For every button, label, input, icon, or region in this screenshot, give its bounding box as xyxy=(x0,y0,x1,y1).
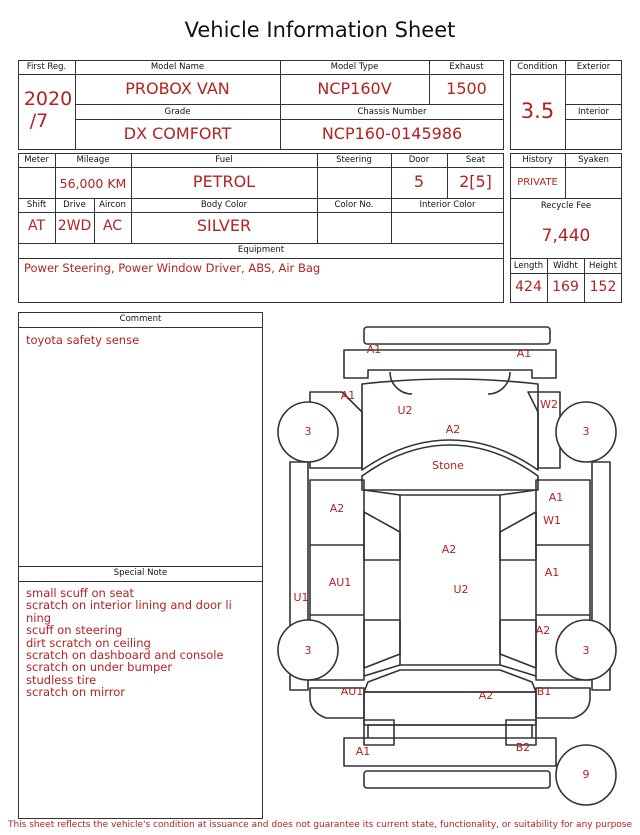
mark-front-bumper-left: A1 xyxy=(366,343,382,356)
special-note-line: studless tire xyxy=(26,672,97,687)
chassis-value: NCP160-0145986 xyxy=(321,124,463,143)
tire-rear-right-value: 3 xyxy=(582,644,590,657)
mileage-value: 56,000 KM xyxy=(59,176,127,191)
disclaimer-footer: This sheet reflects the vehicle's condition at issuance and does not guarantee its current state, functionality, or suitability for any purpose xyxy=(7,820,633,830)
mileage-label: Mileage xyxy=(76,155,110,165)
drive-label: Drive xyxy=(63,200,86,210)
fuel-label: Fuel xyxy=(215,155,233,165)
model-type-label: Model Type xyxy=(330,62,379,72)
special-note-line: scratch on under bumper xyxy=(26,660,173,675)
tire-rear-left-value: 3 xyxy=(304,644,312,657)
condition-label: Condition xyxy=(517,62,558,72)
recycle-fee-value: 7,440 xyxy=(541,226,591,246)
exhaust-label: Exhaust xyxy=(449,62,484,72)
model-name-label: Model Name xyxy=(150,62,205,72)
syaken-label: Syaken xyxy=(578,155,609,165)
grade-value: DX COMFORT xyxy=(123,124,232,143)
mark-right-front-fender: W2 xyxy=(540,398,558,411)
seat-label: Seat xyxy=(465,155,486,165)
steering-label: Steering xyxy=(336,155,372,165)
first-reg-label: First Reg. xyxy=(26,62,67,72)
mark-left-front-fender: A1 xyxy=(340,389,356,402)
special-note-line: ning xyxy=(26,610,52,625)
fuel-value: PETROL xyxy=(192,172,256,191)
mark-right-front-door-top: A1 xyxy=(548,491,564,504)
length-label: Length xyxy=(513,261,544,271)
tire-front-right-value: 3 xyxy=(582,425,590,438)
recycle-fee-label: Recycle Fee xyxy=(540,201,592,211)
mark-left-rear-door: AU1 xyxy=(328,576,352,589)
mark-right-rear-corner: B1 xyxy=(536,685,552,698)
mark-right-rear-quarter: A2 xyxy=(535,624,551,637)
special-note-line: scuff on steering xyxy=(26,623,123,638)
exterior-label: Exterior xyxy=(576,62,611,72)
comment-label: Comment xyxy=(119,314,162,324)
special-note-list xyxy=(26,587,258,699)
mark-left-front-door: A2 xyxy=(329,502,345,515)
mark-windshield: Stone xyxy=(432,459,464,472)
height-value: 152 xyxy=(589,279,617,295)
car-damage-diagram xyxy=(270,320,630,820)
shift-value: AT xyxy=(27,218,46,234)
body-color-value: SILVER xyxy=(196,216,252,235)
history-label: History xyxy=(522,155,553,165)
aircon-value: AC xyxy=(102,218,123,234)
width-value: 169 xyxy=(552,279,579,295)
tire-front-left-value: 3 xyxy=(304,425,312,438)
door-value: 5 xyxy=(413,172,425,191)
drive-value: 2WD xyxy=(57,218,92,234)
mark-roof-rear: U2 xyxy=(453,583,469,596)
aircon-label: Aircon xyxy=(99,200,126,210)
special-note-line: scratch on mirror xyxy=(26,685,126,700)
comment-text: toyota safety sense xyxy=(26,333,140,347)
special-note-line: small scuff on seat xyxy=(26,586,135,600)
equipment-label: Equipment xyxy=(237,245,285,255)
height-label: Height xyxy=(588,261,618,271)
tire-spare-value: 9 xyxy=(582,768,590,781)
mark-front-bumper-right: A1 xyxy=(516,347,532,360)
mark-right-front-door: W1 xyxy=(543,514,561,527)
width-label: Widht xyxy=(553,261,578,271)
first-reg-year: 2020 xyxy=(23,88,73,110)
mark-rear-bumper-right: B2 xyxy=(515,741,531,754)
mark-rear-window: A2 xyxy=(478,689,494,702)
door-label: Door xyxy=(408,155,430,165)
interior-label: Interior xyxy=(577,107,609,117)
special-note-label: Special Note xyxy=(113,568,168,578)
shift-label: Shift xyxy=(26,200,47,210)
mark-left-rocker: U1 xyxy=(293,591,309,604)
mark-right-rear-door: A1 xyxy=(544,566,560,579)
meter-label: Meter xyxy=(24,155,49,165)
history-value: PRIVATE xyxy=(517,177,558,188)
model-type-value: NCP160V xyxy=(317,79,392,98)
mark-hood-left: U2 xyxy=(397,404,413,417)
mark-left-rear-quarter: AU1 xyxy=(340,685,364,698)
equipment-value: Power Steering, Power Window Driver, ABS, Air Bag xyxy=(24,261,321,275)
mark-hood-center: A2 xyxy=(445,423,461,436)
model-name-value: PROBOX VAN xyxy=(125,79,230,98)
exhaust-value: 1500 xyxy=(446,79,487,98)
interior-color-label: Interior Color xyxy=(419,200,476,210)
color-no-label: Color No. xyxy=(334,200,374,210)
page-title: Vehicle Information Sheet xyxy=(184,18,456,42)
length-value: 424 xyxy=(515,279,542,295)
special-note-line: scratch on dashboard and console xyxy=(26,648,224,663)
chassis-label: Chassis Number xyxy=(357,107,427,117)
body-color-label: Body Color xyxy=(200,200,248,210)
condition-score: 3.5 xyxy=(520,99,555,123)
special-note-line: dirt scratch on ceiling xyxy=(26,635,151,650)
mark-roof-front: A2 xyxy=(441,543,457,556)
special-note-line: scratch on interior lining and door li xyxy=(26,598,232,613)
grade-label: Grade xyxy=(164,107,191,117)
seat-value: 2[5] xyxy=(459,172,492,191)
first-reg-month: /7 xyxy=(29,110,49,132)
mark-rear-bumper-left: A1 xyxy=(355,745,371,758)
